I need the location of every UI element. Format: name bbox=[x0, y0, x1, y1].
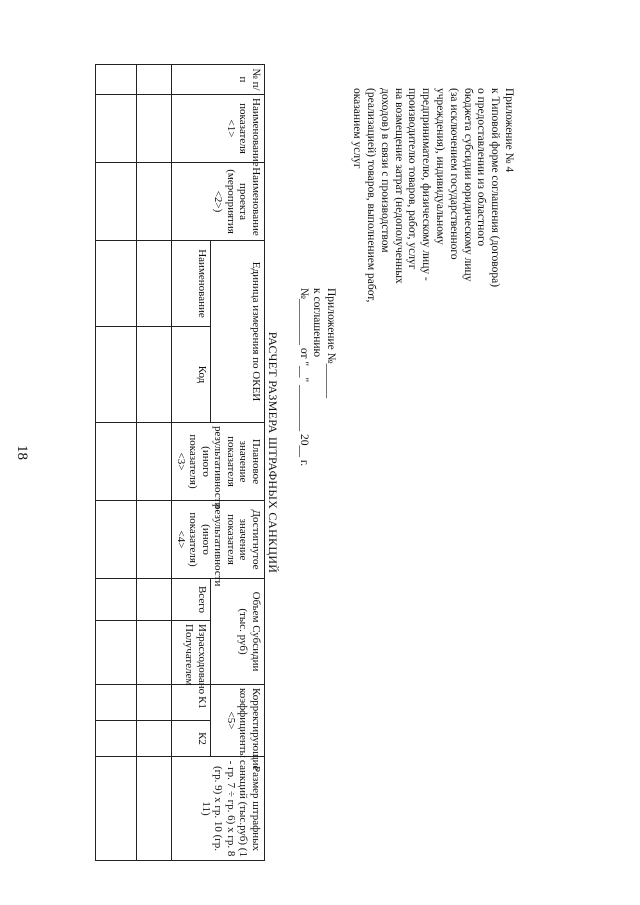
table-cell bbox=[137, 721, 172, 757]
appendix-header bbox=[349, 88, 515, 488]
table-row bbox=[137, 65, 172, 861]
appendix-line: доходов) в связи с производством bbox=[378, 88, 391, 253]
col-header-num: № п/п bbox=[172, 65, 265, 95]
table-cell bbox=[137, 163, 172, 241]
table-cell bbox=[137, 423, 172, 501]
table-row bbox=[96, 65, 137, 861]
col-header-k2: К2 bbox=[172, 721, 210, 757]
table-cell bbox=[137, 65, 172, 95]
appendix-line: о предоставлении из областного bbox=[475, 88, 488, 247]
table-cell bbox=[137, 685, 172, 721]
table-cell bbox=[137, 579, 172, 621]
agreement-reference bbox=[296, 288, 337, 548]
table-cell bbox=[96, 501, 137, 579]
appendix-line: оказанием услуг bbox=[351, 88, 364, 169]
appendix-line: на возмещение затрат (недополученных bbox=[392, 88, 405, 284]
col-header-achieved: Достигнутое значение показателя результативности (иного показателя) <4> bbox=[172, 501, 265, 579]
table-cell bbox=[96, 95, 137, 163]
agreement-line: к соглашению bbox=[311, 288, 324, 358]
table-cell bbox=[137, 95, 172, 163]
table-cell bbox=[137, 327, 172, 423]
col-header-unit-name: Наименование bbox=[172, 241, 210, 327]
table-cell bbox=[96, 423, 137, 501]
table-cell bbox=[137, 621, 172, 685]
table-cell bbox=[96, 757, 137, 861]
table-cell bbox=[96, 721, 137, 757]
table-cell bbox=[96, 163, 137, 241]
appendix-line: (за исключением государственного bbox=[447, 88, 460, 260]
table-cell bbox=[96, 579, 137, 621]
col-header-project: Наименование проекта (мероприятия <2>) bbox=[172, 163, 265, 241]
col-header-planned: Плановое значение показателя результативности (иного показателя) <3> bbox=[172, 423, 265, 501]
appendix-line: производителю товаров, работ, услуг bbox=[406, 88, 419, 270]
table-cell bbox=[96, 685, 137, 721]
col-header-coefficients: Корректирующие коэффициенты <5> bbox=[210, 685, 264, 757]
table-cell bbox=[96, 241, 137, 327]
page-number: 18 bbox=[14, 445, 30, 460]
table-cell bbox=[96, 621, 137, 685]
table-cell bbox=[137, 501, 172, 579]
agreement-line: Приложение №______ bbox=[325, 288, 337, 399]
col-header-unit-code: Код bbox=[172, 327, 210, 423]
appendix-line: учреждения), индивидуальному bbox=[434, 88, 447, 245]
col-header-indicator: Наименование показателя <1> bbox=[172, 95, 265, 163]
document-title: РАСЧЕТ РАЗМЕРА ШТРАФНЫХ САНКЦИЙ bbox=[266, 331, 280, 574]
appendix-line: (реализацией) товаров, выполнением работ, bbox=[365, 88, 378, 303]
col-header-subsidy: Объем Субсидии (тыс. руб) bbox=[210, 579, 264, 685]
col-header-spent: Израсходовано Получателем bbox=[172, 621, 210, 685]
col-header-k1: К1 bbox=[172, 685, 210, 721]
table-cell bbox=[96, 327, 137, 423]
table-cell bbox=[137, 757, 172, 861]
penalty-calculation-table bbox=[96, 64, 266, 861]
table-cell bbox=[137, 241, 172, 327]
appendix-line: предпринимателю, физическому лицу - bbox=[420, 88, 433, 281]
col-header-penalty: Размер штрафных санкций (тыс.руб) (1 - гр. 7 ÷ гр. 6) х гр. 8 (гр. 9) х гр. 10 (гр. 11) bbox=[172, 757, 265, 861]
agreement-line: №________ от "__" ________ 20__ г. bbox=[297, 288, 310, 467]
table-cell bbox=[96, 65, 137, 95]
col-header-unit: Единица измерения по ОКЕИ bbox=[210, 241, 264, 423]
appendix-line: бюджета субсидии юридическому лицу bbox=[461, 88, 474, 282]
col-header-total: Всего bbox=[172, 579, 210, 621]
appendix-line: Приложение № 4 bbox=[503, 88, 515, 173]
appendix-line: к Типовой форме соглашения (договора) bbox=[489, 88, 502, 288]
